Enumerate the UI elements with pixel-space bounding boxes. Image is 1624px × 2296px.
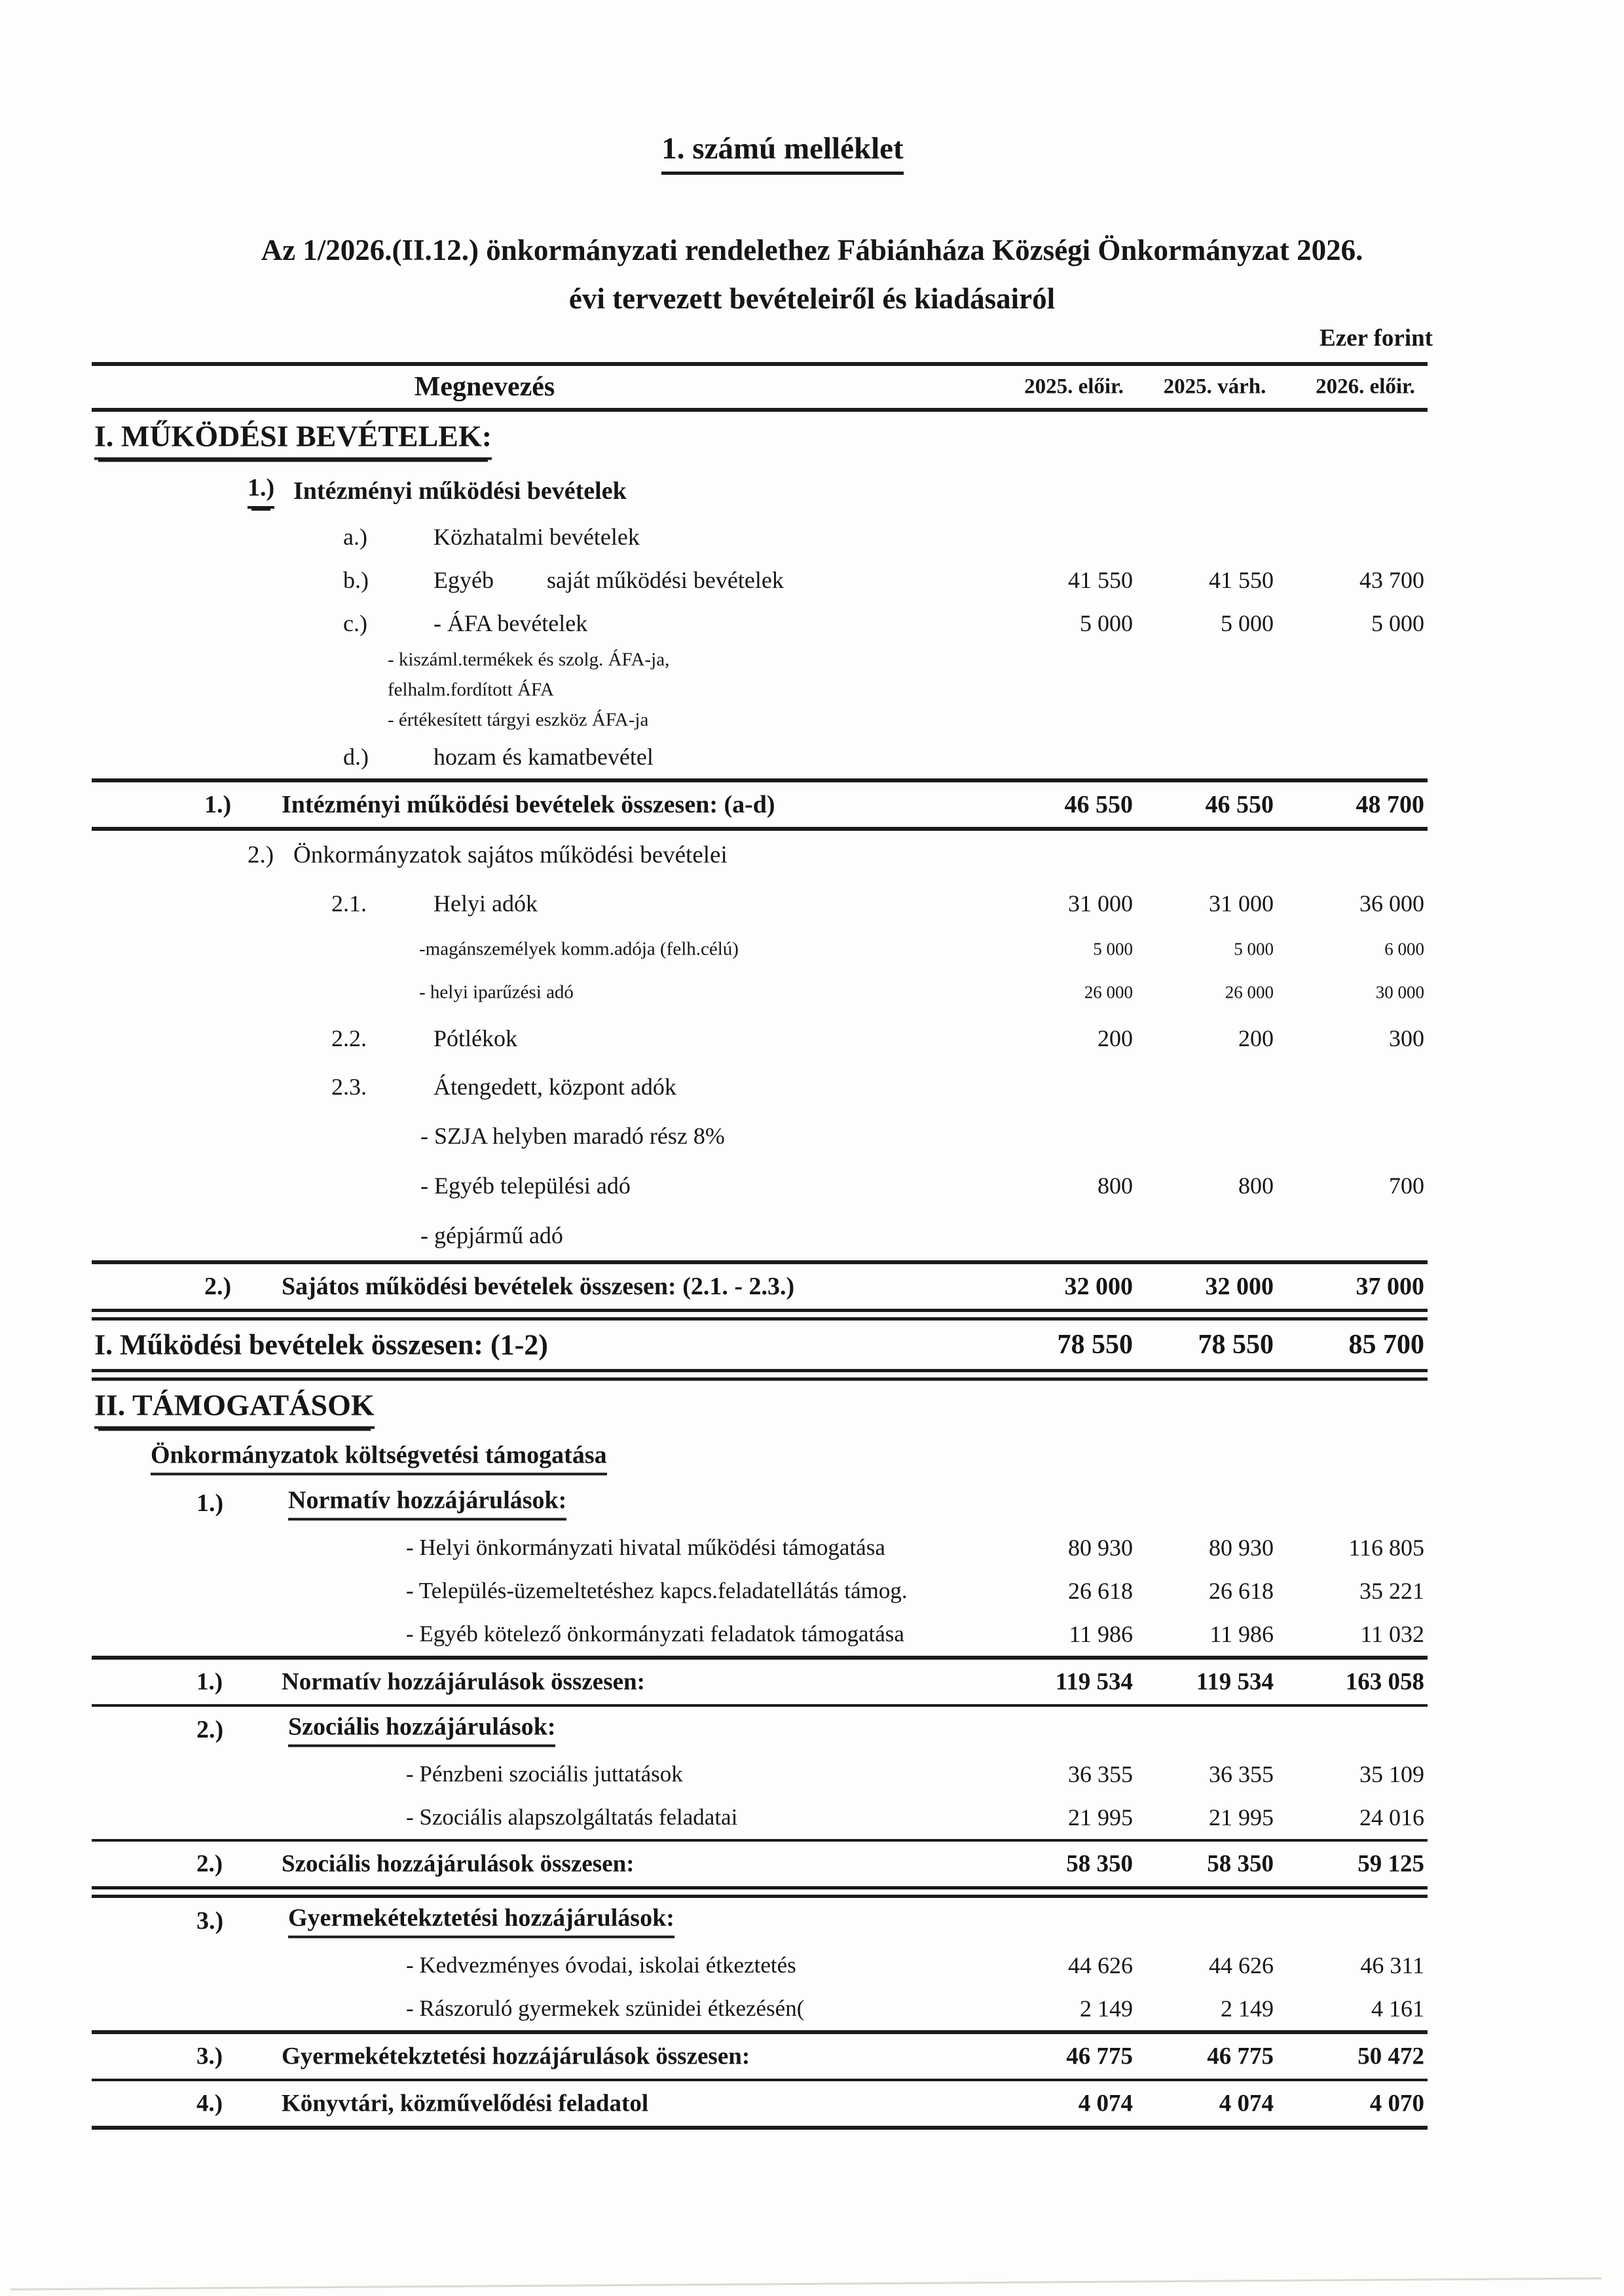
table-header-row	[92, 366, 1428, 408]
row-label: Önkormányzatok költségvetési támogatása	[151, 1441, 607, 1476]
table-row	[92, 735, 1428, 778]
row-value-col3: 116 805	[1348, 1535, 1424, 1561]
row-value-col2: 800	[1238, 1173, 1274, 1199]
row-label: Szociális hozzájárulások összesen:	[282, 1850, 635, 1878]
row-label: - Pénzbeni szociális juttatások	[406, 1761, 683, 1787]
row-number-label: a.)	[343, 524, 367, 550]
row-label: - Település-üzemeltetéshez kapcs.feladatellátás támog.	[406, 1578, 908, 1603]
row-number-label: b.)	[343, 567, 369, 593]
row-label: Közhatalmi bevételek	[434, 524, 640, 550]
budget-table	[92, 362, 1428, 2130]
row-value-col1: 119 534	[1055, 1668, 1133, 1696]
table-row	[92, 602, 1428, 645]
row-value-col2: 5 000	[1221, 610, 1274, 636]
row-label: Intézményi működési bevételek	[293, 477, 627, 505]
row-value-col3: 700	[1389, 1173, 1424, 1199]
table-row	[92, 1898, 1428, 1944]
table-row	[92, 1944, 1428, 1987]
table-row	[92, 879, 1428, 928]
table-row	[92, 1111, 1428, 1161]
row-value-col3: 46 311	[1360, 1952, 1424, 1978]
row-number-label: 2.1.	[331, 890, 367, 917]
table-rule	[92, 1369, 1428, 1381]
column-header-2026-eloir: 2026. előir.	[1316, 374, 1415, 399]
row-value-col1: 78 550	[1057, 1330, 1133, 1360]
row-value-col2: 32 000	[1205, 1273, 1274, 1300]
row-value-col3: 37 000	[1356, 1273, 1424, 1300]
table-row	[92, 705, 1428, 735]
row-value-col3: 59 125	[1357, 1850, 1424, 1878]
appendix-title-text: 1. számú melléklet	[661, 131, 903, 175]
row-value-col2: 21 995	[1209, 1804, 1274, 1831]
row-label: Gyermekétekztetési hozzájárulások:	[288, 1904, 674, 1939]
row-value-col3: 4 070	[1369, 2090, 1424, 2117]
row-value-col2: 119 534	[1196, 1668, 1274, 1696]
row-label: Normatív hozzájárulások:	[288, 1486, 566, 1521]
table-row	[92, 1526, 1428, 1569]
row-number-label: c.)	[343, 610, 367, 636]
row-label: felhalm.fordított ÁFA	[388, 679, 554, 701]
row-value-col3: 43 700	[1359, 567, 1424, 593]
row-value-col1: 58 350	[1066, 1850, 1133, 1878]
document-title	[29, 226, 1595, 323]
row-label: - Rászoruló gyermekek szünidei étkezésén(	[406, 1995, 805, 2021]
row-number-label: 2.)	[248, 841, 274, 869]
unit-of-measure-label: Ezer forint	[1320, 325, 1433, 352]
column-header-name: Megnevezés	[414, 372, 555, 402]
row-label: - SZJA helyben maradó rész 8%	[420, 1123, 725, 1149]
row-value-col1: 36 355	[1068, 1761, 1133, 1787]
row-value-col1: 80 930	[1068, 1535, 1133, 1561]
table-row	[92, 1381, 1428, 1436]
row-number-label: 4.)	[196, 2090, 223, 2117]
row-label: hozam és kamatbevétel	[434, 744, 654, 770]
row-value-col3: 30 000	[1375, 982, 1424, 1002]
table-row	[92, 467, 1428, 515]
row-label: Szociális hozzájárulások:	[288, 1713, 555, 1747]
row-number-label: 3.)	[196, 2043, 223, 2070]
row-label: Gyermekétekztetési hozzájárulások összesen:	[282, 2043, 750, 2070]
row-value-col3: 35 221	[1359, 1578, 1424, 1604]
row-number-label: 2.)	[196, 1850, 223, 1878]
row-label: I. MŰKÖDÉSI BEVÉTELEK:	[94, 419, 492, 460]
row-value-col2: 46 775	[1207, 2043, 1274, 2070]
row-label: - Szociális alapszolgáltatás feladatai	[406, 1804, 738, 1830]
row-number-label: 1.)	[248, 473, 274, 509]
table-row	[92, 1753, 1428, 1796]
row-value-col1: 41 550	[1068, 567, 1133, 593]
row-value-col2: 36 355	[1209, 1761, 1274, 1787]
row-value-col3: 48 700	[1356, 791, 1424, 818]
row-value-col3: 4 161	[1371, 1995, 1424, 2022]
table-row	[92, 1480, 1428, 1526]
table-row	[92, 1613, 1428, 1656]
table-row	[92, 1660, 1428, 1704]
row-value-col3: 36 000	[1359, 890, 1424, 917]
row-value-col2: 80 930	[1209, 1535, 1274, 1561]
row-label: - Egyéb települési adó	[420, 1173, 631, 1199]
row-value-col1: 46 550	[1064, 791, 1133, 818]
row-value-col2: 31 000	[1209, 890, 1274, 917]
row-value-col2: 5 000	[1234, 939, 1274, 959]
row-label: - kiszáml.termékek és szolg. ÁFA-ja,	[388, 649, 670, 670]
row-number-label: 1.)	[204, 791, 232, 818]
table-row	[92, 831, 1428, 879]
row-label: II. TÁMOGATÁSOK	[94, 1388, 375, 1429]
row-number-label: 2.2.	[331, 1025, 367, 1051]
table-rule	[92, 1886, 1428, 1898]
row-value-col3: 50 472	[1357, 2043, 1424, 2070]
row-label: Helyi adók	[434, 890, 538, 917]
table-row	[92, 1987, 1428, 2030]
document-title-line2: évi tervezett bevételeiről és kiadásairól	[568, 282, 1056, 315]
row-value-col2: 26 000	[1225, 982, 1274, 1002]
row-label: - ÁFA bevételek	[434, 610, 588, 636]
row-number-label: 3.)	[196, 1907, 224, 1935]
row-label: - értékesített tárgyi eszköz ÁFA-ja	[388, 709, 649, 731]
table-row	[92, 1063, 1428, 1111]
row-value-col3: 11 032	[1360, 1621, 1424, 1647]
row-number-label: 2.)	[204, 1273, 232, 1300]
row-value-col3: 85 700	[1348, 1330, 1424, 1360]
row-value-col1: 5 000	[1080, 610, 1133, 636]
row-label: Egyéb saját működési bevételek	[434, 567, 784, 593]
row-value-col3: 6 000	[1384, 939, 1424, 959]
column-header-2025-eloir: 2025. előir.	[1024, 374, 1124, 399]
table-row	[92, 1436, 1428, 1480]
row-value-col3: 24 016	[1359, 1804, 1424, 1831]
table-row	[92, 1321, 1428, 1369]
table-row	[92, 971, 1428, 1014]
row-number-label: 1.)	[196, 1489, 224, 1517]
row-number-label: 2.3.	[331, 1074, 367, 1100]
row-label: - Kedvezményes óvodai, iskolai étkeztetés	[406, 1952, 796, 1978]
row-label: - Helyi önkormányzati hivatal működési támogatása	[406, 1535, 885, 1560]
table-body	[92, 412, 1428, 2130]
row-value-col2: 41 550	[1209, 567, 1274, 593]
row-value-col2: 58 350	[1207, 1850, 1274, 1878]
scan-artifact-line	[10, 2278, 1602, 2291]
column-header-2025-varh: 2025. várh.	[1163, 374, 1266, 399]
row-label: Könyvtári, közművelődési feladatol	[282, 2090, 649, 2117]
row-value-col1: 2 149	[1080, 1995, 1133, 2022]
table-row	[92, 1014, 1428, 1063]
row-label: Intézményi működési bevételek összesen: (a-d)	[282, 791, 775, 818]
row-value-col2: 11 986	[1209, 1621, 1274, 1647]
table-row	[92, 675, 1428, 705]
row-label: Önkormányzatok sajátos működési bevételei	[293, 841, 728, 869]
row-value-col3: 5 000	[1371, 610, 1424, 636]
row-value-col2: 78 550	[1198, 1330, 1274, 1360]
row-value-col1: 26 618	[1068, 1578, 1133, 1604]
row-value-col2: 46 550	[1205, 791, 1274, 818]
row-number-label: 2.)	[196, 1716, 224, 1743]
table-row	[92, 1264, 1428, 1309]
table-rule	[92, 2126, 1428, 2130]
row-value-col2: 4 074	[1219, 2090, 1274, 2117]
row-number-label: 1.)	[196, 1668, 223, 1696]
row-label: - helyi iparűzési adó	[419, 981, 574, 1003]
row-value-col2: 26 618	[1209, 1578, 1274, 1604]
row-value-col1: 44 626	[1068, 1952, 1133, 1978]
appendix-title	[0, 131, 1565, 175]
row-value-col2: 200	[1238, 1025, 1274, 1051]
row-value-col1: 46 775	[1066, 2043, 1133, 2070]
row-value-col3: 35 109	[1359, 1761, 1424, 1787]
table-row	[92, 1707, 1428, 1753]
row-label: Átengedett, központ adók	[434, 1074, 676, 1100]
row-value-col1: 26 000	[1084, 982, 1133, 1002]
table-row	[92, 2034, 1428, 2079]
row-value-col3: 163 058	[1345, 1668, 1424, 1696]
table-row	[92, 412, 1428, 467]
table-row	[92, 558, 1428, 602]
row-label: Pótlékok	[434, 1025, 518, 1051]
row-label: Normatív hozzájárulások összesen:	[282, 1668, 645, 1696]
row-value-col1: 31 000	[1068, 890, 1133, 917]
row-value-col1: 32 000	[1064, 1273, 1133, 1300]
table-row	[92, 1842, 1428, 1886]
table-row	[92, 1161, 1428, 1211]
row-value-col2: 2 149	[1221, 1995, 1274, 2022]
table-row	[92, 928, 1428, 971]
row-value-col1: 800	[1098, 1173, 1133, 1199]
row-value-col1: 200	[1098, 1025, 1133, 1051]
row-number-label: d.)	[343, 744, 369, 770]
row-label: I. Működési bevételek összesen: (1-2)	[94, 1328, 548, 1361]
row-label: Sajátos működési bevételek összesen: (2.1. - 2.3.)	[282, 1273, 795, 1300]
row-value-col1: 4 074	[1078, 2090, 1133, 2117]
row-label: - Egyéb kötelező önkormányzati feladatok támogatása	[406, 1621, 904, 1647]
table-row	[92, 645, 1428, 675]
row-value-col1: 21 995	[1068, 1804, 1133, 1831]
row-label: -magánszemélyek komm.adója (felh.célú)	[419, 938, 739, 960]
row-value-col2: 44 626	[1209, 1952, 1274, 1978]
row-value-col1: 11 986	[1069, 1621, 1133, 1647]
document-title-line1: Az 1/2026.(II.12.) önkormányzati rendelethez Fábiánháza Községi Önkormányzat 2026.	[261, 234, 1363, 266]
table-row	[92, 515, 1428, 558]
row-value-col1: 5 000	[1093, 939, 1133, 959]
table-row	[92, 1796, 1428, 1839]
table-row	[92, 1569, 1428, 1613]
table-row	[92, 782, 1428, 827]
table-row	[92, 1211, 1428, 1260]
table-rule	[92, 1309, 1428, 1321]
table-row	[92, 2081, 1428, 2126]
row-label: - gépjármű adó	[420, 1222, 563, 1248]
row-value-col3: 300	[1389, 1025, 1424, 1051]
